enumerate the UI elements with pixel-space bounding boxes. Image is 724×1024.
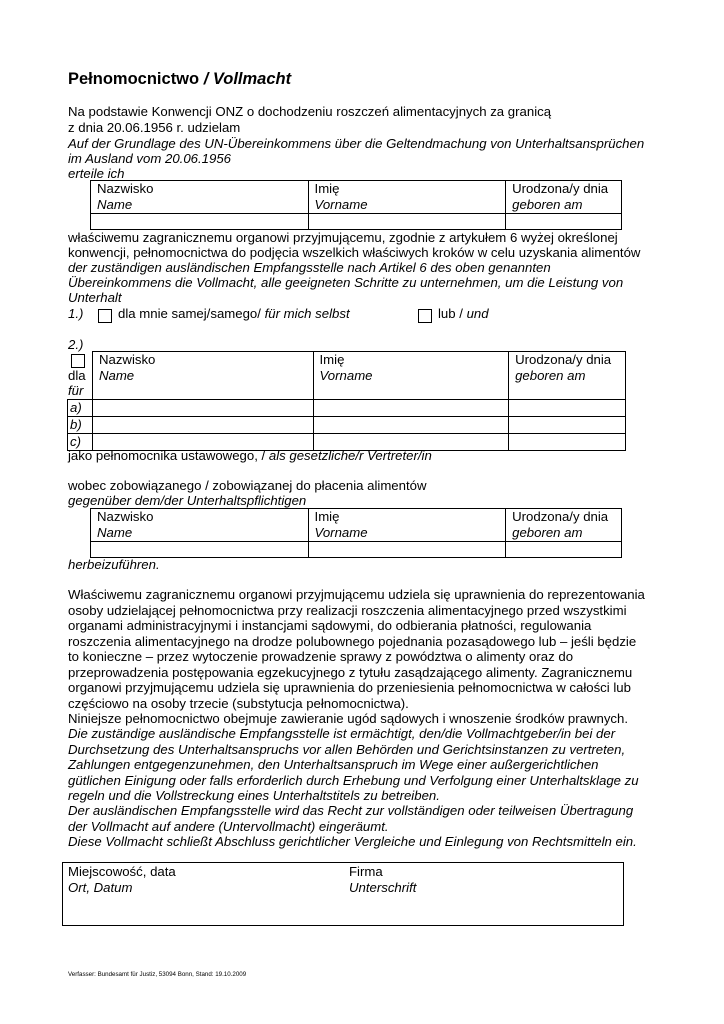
debtor-birthdate-field[interactable] — [506, 542, 622, 558]
body-pl-5: to konieczne – przez wytoczenie prowadzenie sprawy z powództwa o alimenty oraz do — [68, 649, 574, 664]
agent-german-3: Unterhalt — [68, 290, 122, 305]
intro-german-3: erteile ich — [68, 166, 125, 181]
signature-label: Firma — [349, 864, 383, 879]
body-de-3: Zahlungen entgegenzunehmen, den Unterhaltsanspruch im Wege einer außergerichtlichen — [68, 757, 599, 772]
child-c-birthdate-field[interactable] — [509, 434, 626, 451]
children-table — [67, 351, 626, 451]
header-firstname: Imię Vorname — [313, 352, 509, 400]
header-surname: Nazwisko Name — [91, 181, 309, 214]
intro-line-1: Na podstawie Konwencji ONZ o dochodzeniu roszczeń alimentacyjnych za granicą — [68, 104, 552, 119]
body-de-7: der Vollmacht auf andere (Untervollmacht) eingeräumt. — [68, 819, 389, 834]
child-b-surname-field[interactable] — [92, 417, 313, 434]
option-and-label: lub / und — [438, 306, 489, 321]
page-title — [68, 70, 291, 89]
header-birthdate: Urodzona/y dnia geboren am — [506, 509, 622, 542]
header-birthdate: Urodzona/y dnia geboren am — [509, 352, 626, 400]
body-de-4: gütlichen Einigung oder falls erforderlich durch Erhebung und Verfolgung einer Unterhaltsklage zu — [68, 773, 639, 788]
header-surname: Nazwisko Name — [92, 352, 313, 400]
option-2-fur: für — [68, 383, 84, 398]
debtor-table — [90, 508, 622, 558]
header-firstname: Imię Vorname — [308, 509, 506, 542]
body-pl-4: roszczenia alimentacyjnego na drodze polubownego pojednania pozasądowego lub – jeśli będzie — [68, 634, 637, 649]
agent-text-1: właściwemu zagranicznemu organowi przyjmującemu, zgodnie z artykułem 6 wyżej określonej — [68, 230, 618, 245]
row-label-a: a) — [68, 400, 93, 417]
agent-german-1: der zuständigen ausländischen Empfangsstelle nach Artikel 6 des oben genannten — [68, 260, 551, 275]
header-surname: Nazwisko Name — [91, 509, 309, 542]
grantor-birthdate-field[interactable] — [506, 214, 622, 230]
title-separator: / — [199, 70, 213, 88]
header-firstname: Imię Vorname — [308, 181, 506, 214]
row-label-b: b) — [68, 417, 93, 434]
intro-line-2: z dnia 20.06.1956 r. udzielam — [68, 120, 241, 135]
grantor-firstname-field[interactable] — [308, 214, 506, 230]
child-b-firstname-field[interactable] — [313, 417, 509, 434]
body-de-6: Der ausländischen Empfangsstelle wird das Recht zur vollständigen oder teilweisen Übertragung — [68, 803, 634, 818]
debtor-surname-field[interactable] — [91, 542, 309, 558]
debtor-german: gegenüber dem/der Unterhaltspflichtigen — [68, 493, 307, 508]
agent-text-2: konwencji, pełnomocnictwa do podjęcia wszelkich właściwych kroków w celu uzyskania alimentów — [68, 245, 641, 260]
intro-german-2: im Ausland vom 20.06.1956 — [68, 151, 231, 166]
row-label-c: c) — [68, 434, 93, 451]
body-de-5: regeln und die Vollstreckung eines Unterhaltstitels zu betreiben. — [68, 788, 440, 803]
header-birthdate: Urodzona/y dnia geboren am — [506, 181, 622, 214]
signature-label-german: Unterschrift — [349, 880, 417, 895]
footer-note: Verfasser: Bundesamt für Justiz, 53094 Bonn, Stand: 19.10.2009 — [68, 971, 247, 978]
grantor-table — [90, 180, 622, 230]
debtor-text: wobec zobowiązanego / zobowiązanej do płacenia alimentów — [68, 478, 427, 493]
debtor-firstname-field[interactable] — [308, 542, 506, 558]
child-b-birthdate-field[interactable] — [509, 417, 626, 434]
body-de-2: Durchsetzung des Unterhaltsanspruchs vor allen Behörden und Gerichtsinstanzen zu vertreten, — [68, 742, 626, 757]
option-1-number: 1.) — [68, 306, 84, 321]
title-polish: Pełnomocnictwo — [68, 70, 200, 88]
agent-german-2: Übereinkommens die Vollmacht, alle geeigneten Schritte zu unternehmen, um die Leistung von — [68, 275, 624, 290]
body-pl-3: organami administracyjnymi i instancjami sądowymi, do odbierania płatności, regulowania — [68, 618, 592, 633]
option-1-checkbox[interactable] — [98, 307, 112, 325]
body-pl-7: organowi przyjmującemu udziela się uprawnienia do przeniesienia pełnomocnictwa w całości lub — [68, 680, 631, 695]
option-2-dla: dla — [68, 368, 86, 383]
body-de-1: Die zuständige ausländische Empfangsstelle ist ermächtigt, den/die Vollmachtgeber/in bei der — [68, 726, 616, 741]
place-date-label-german: Ort, Datum — [68, 880, 133, 895]
grantor-surname-field[interactable] — [91, 214, 309, 230]
option-and-checkbox[interactable] — [418, 307, 432, 325]
body-pl-2: osoby udzielającej pełnomocnictwa przy realizacji roszczenia alimentacyjnego przed wszystkimi — [68, 603, 627, 618]
place-date-label: Miejscowość, data — [68, 864, 176, 879]
child-a-surname-field[interactable] — [92, 400, 313, 417]
title-german: Vollmacht — [212, 70, 292, 88]
child-a-birthdate-field[interactable] — [509, 400, 626, 417]
herbei-text: herbeizuführen. — [68, 557, 160, 572]
body-pl-9: Niniejsze pełnomocnictwo obejmuje zawieranie ugód sądowych i wnoszenie środków prawnych. — [68, 711, 629, 726]
child-a-firstname-field[interactable] — [313, 400, 509, 417]
option-2-number: 2.) — [68, 337, 84, 352]
option-1-label: dla mnie samej/samego/ für mich selbst — [118, 306, 350, 321]
body-pl-1: Właściwemu zagranicznemu organowi przyjmującemu udziela się uprawnienia do reprezentowania — [68, 587, 645, 602]
body-pl-8: częściowo na osoby trzecie (substytucja pełnomocnictwa). — [68, 696, 409, 711]
body-de-8: Diese Vollmacht schließt Abschluss gerichtlicher Vergleiche und Einlegung von Rechtsmitteln ein. — [68, 834, 637, 849]
legal-rep-text: jako pełnomocnika ustawowego, / als gesetzliche/r Vertreter/in — [68, 448, 432, 463]
body-pl-6: przeprowadzenia postępowania egzekucyjnego z tytułu zasądzającego alimenty. Zagranicznemu — [68, 665, 633, 680]
intro-german-1: Auf der Grundlage des UN-Übereinkommens über die Geltendmachung von Unterhaltsansprüchen — [68, 136, 645, 151]
